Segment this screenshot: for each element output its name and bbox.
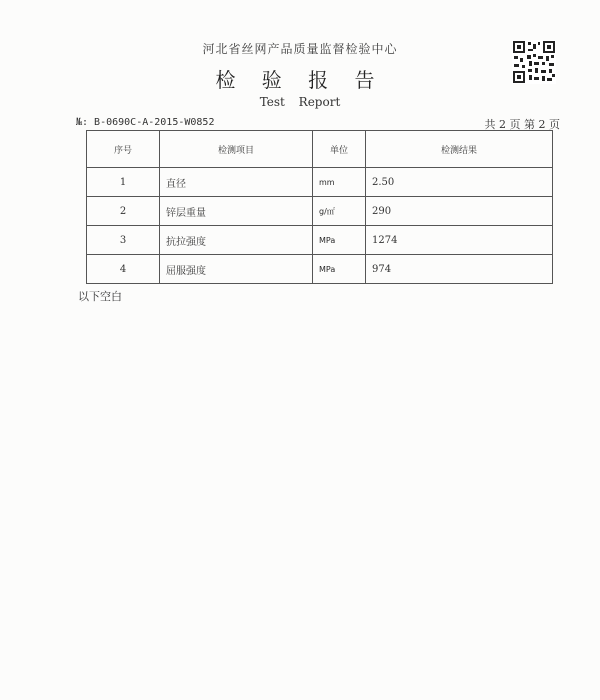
table-row xyxy=(87,255,553,284)
row-unit: MPa xyxy=(313,255,366,284)
table-row xyxy=(87,197,553,226)
header-index: 序号 xyxy=(87,131,160,168)
page-info: 共 2 页 第 2 页 xyxy=(484,118,560,131)
row-result: 290 xyxy=(366,197,553,226)
table-header-row xyxy=(87,131,553,168)
qr-code-icon xyxy=(512,40,556,84)
header-item: 检测项目 xyxy=(160,131,313,168)
report-title-cn: 检 验 报 告 xyxy=(215,68,385,92)
row-item: 抗拉强度 xyxy=(160,226,313,255)
row-unit: mm xyxy=(313,168,366,197)
header-result: 检测结果 xyxy=(366,131,553,168)
row-index: 4 xyxy=(87,255,160,284)
report-title-en: Test Report xyxy=(259,95,341,109)
row-item: 屈服强度 xyxy=(160,255,313,284)
row-unit: g/㎡ xyxy=(313,197,366,226)
blank-below-note: 以下空白 xyxy=(78,290,122,303)
row-index: 1 xyxy=(87,168,160,197)
header-unit: 单位 xyxy=(313,131,366,168)
results-table xyxy=(86,130,553,284)
row-index: 3 xyxy=(87,226,160,255)
row-result: 1274 xyxy=(366,226,553,255)
row-unit: MPa xyxy=(313,226,366,255)
table-row xyxy=(87,168,553,197)
row-index: 2 xyxy=(87,197,160,226)
row-item: 直径 xyxy=(160,168,313,197)
row-result: 974 xyxy=(366,255,553,284)
report-number: №: B-0690C-A-2015-W0852 xyxy=(76,117,215,128)
row-item: 锌层重量 xyxy=(160,197,313,226)
organization-name: 河北省丝网产品质量监督检验中心 xyxy=(202,42,398,56)
row-result: 2.50 xyxy=(366,168,553,197)
table-row xyxy=(87,226,553,255)
